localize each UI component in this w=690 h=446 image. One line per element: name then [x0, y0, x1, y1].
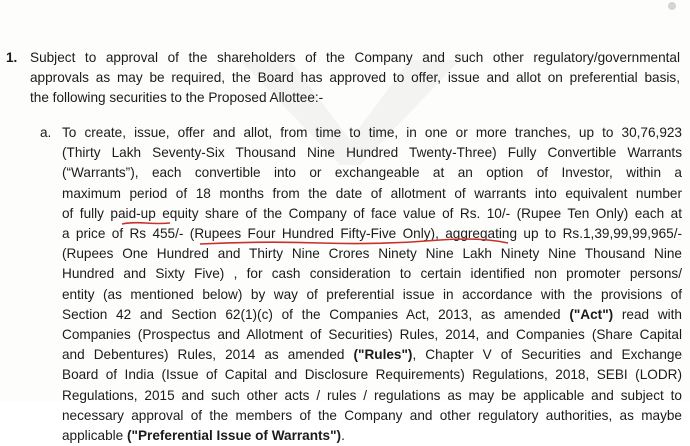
- act-label: ("Act"): [569, 306, 614, 322]
- item-line: approvals as may be required, the Board has approved to offer, issue and allot on preferential basis,: [30, 70, 680, 86]
- sub-line: Companies (Prospectus and Allotment of Securities) Rules, 2014, and Companies (Share Capital: [62, 327, 682, 343]
- sub-line: (Thirty Lakh Seventy-Six Thousand Nine Hundred Twenty-Three) Fully Convertible Warrants: [62, 145, 682, 161]
- sub-line-text: Section 42 and Section 62(1)(c) of the Companies Act, 2013, as amended: [62, 306, 561, 322]
- sub-line: Board of India (Issue of Capital and Disclosure Requirements) Regulations, 2018, SEBI (LODR): [62, 367, 682, 383]
- sub-item-letter: a.: [40, 125, 52, 140]
- item-paragraph: [30, 48, 680, 109]
- sub-line: [62, 305, 682, 325]
- item-line: the following securities to the Proposed Allottee:-: [30, 90, 324, 106]
- scan-mark: [668, 2, 676, 10]
- sub-line: maximum period of 18 months from the date of allotment of warrants into equivalent number: [62, 185, 682, 201]
- rules-label: ("Rules"): [353, 347, 413, 363]
- sub-line: To create, issue, offer and allot, from time to time, in one or more tranches, up to 30,76,923: [62, 125, 682, 140]
- sub-line: of fully paid-up equity share of the Company of face value of Rs. 10/- (Rupee Ten Only) each at: [62, 205, 682, 221]
- sub-line: Hundred and Sixty Five) , for cash consideration to certain identified non promoter persons/: [62, 266, 682, 282]
- sub-line: (“Warrants”), each convertible into or exchangeable at an option of Investor, within a: [62, 165, 682, 181]
- item-line: Subject to approval of the shareholders of the Company and such other regulatory/governmental: [30, 50, 680, 65]
- sub-line-text: and Debentures) Rules, 2014 as amended: [62, 347, 354, 363]
- warrants-label: ("Preferential Issue of Warrants"): [127, 428, 342, 444]
- sub-line: entity (as mentioned below) by way of preferential issue in accordance with the provisions of: [62, 286, 682, 302]
- sub-line-text: , Chapter V of Securities and Exchange: [412, 347, 682, 363]
- sub-line-text: .: [341, 428, 345, 444]
- sub-line-text: applicable: [62, 428, 127, 444]
- sub-line: [62, 426, 682, 446]
- sub-line-text: read with: [613, 306, 682, 322]
- item-number: 1.: [6, 50, 18, 65]
- sub-line: [62, 345, 682, 365]
- sub-item-paragraph: [62, 123, 682, 446]
- sub-line: Regulations, 2015 and such other acts / rules / regulations as may be applicable and subject to: [62, 387, 682, 403]
- sub-line: necessary approval of the members of the Company and other regulatory authorities, as maybe: [62, 407, 682, 423]
- sub-line: a price of Rs 455/- (Rupees Four Hundred Fifty-Five Only), aggregating up to Rs.1,39,99,99,965/-: [62, 226, 682, 242]
- sub-line: (Rupees One Hundred and Thirty Nine Crores Ninety Nine Lakh Ninety Nine Thousand Nine: [62, 246, 682, 262]
